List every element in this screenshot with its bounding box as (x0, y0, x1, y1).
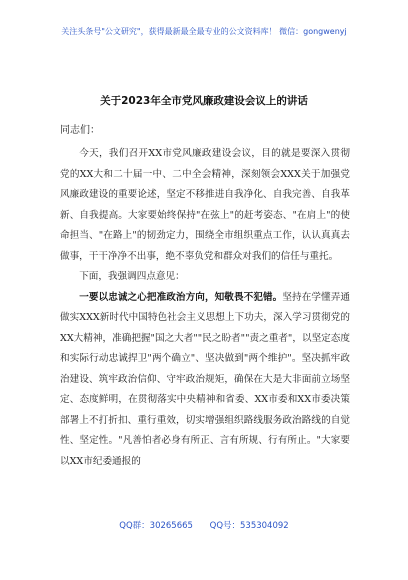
paragraph-points-intro: 下面，我强调四点意见： (79, 271, 185, 282)
header-notice-text: 关注头条号"公文研究"，获得最新最全最专业的公文资料库！ 微信：gongwenyj (61, 27, 347, 36)
document-body (60, 144, 350, 472)
paragraph-opening: 今天，我们召开XX市党风廉政建设会议，目的就是要深入贯彻党的XX大和二十届一中、二中全会精神，深刻领会XXX关于加强党风廉政建设的重要论述，坚定不移推进自我净化、自我完善、自我革新、自我提高。大家要始终保持"在弦上"的赶考姿态、"在肩上"的使命担当、"在路上"的韧劲定力，围绕全市组织重点工作，认认真真去做事，干干净净不出事，绝不辜负党和群众对我们的信任与重托。 (60, 148, 350, 262)
point-one-body: 坚持在学懂弄通做实XXX新时代中国特色社会主义思想上下功夫，深入学习贯彻党的XX大精神，准确把握"国之大者""民之盼者""责之重者"，以坚定态度和实际行动忠诚捍卫"两个确立"、坚决做到"两个维护"。坚决抓牢政治建设、筑牢政治信仰、守牢政治规矩，确保在大是大非面前立场坚定、态度鲜明，在贯彻落实中央精神和省委、XX市委和XX市委决策部署上不打折扣、重行重效，切实增强组织路线服务政治路线的自觉性、坚定性。"凡善怕者必身有所正、言有所规、行有所止。"大家要以XX市纪委通报的 (60, 291, 351, 467)
qq-id: QQ号：535304092 (209, 521, 289, 531)
document-title: 关于2023年全市党风廉政建设会议上的讲话 (100, 95, 308, 107)
greeting: 同志们： (60, 125, 100, 136)
paragraph-point-one (60, 288, 350, 473)
header-notice (0, 26, 408, 38)
qq-group: QQ群：30265665 (119, 521, 193, 531)
footer-contact (0, 520, 408, 532)
point-one-heading: 一要以忠诚之心把准政治方向，知敬畏不犯错。 (79, 291, 283, 303)
